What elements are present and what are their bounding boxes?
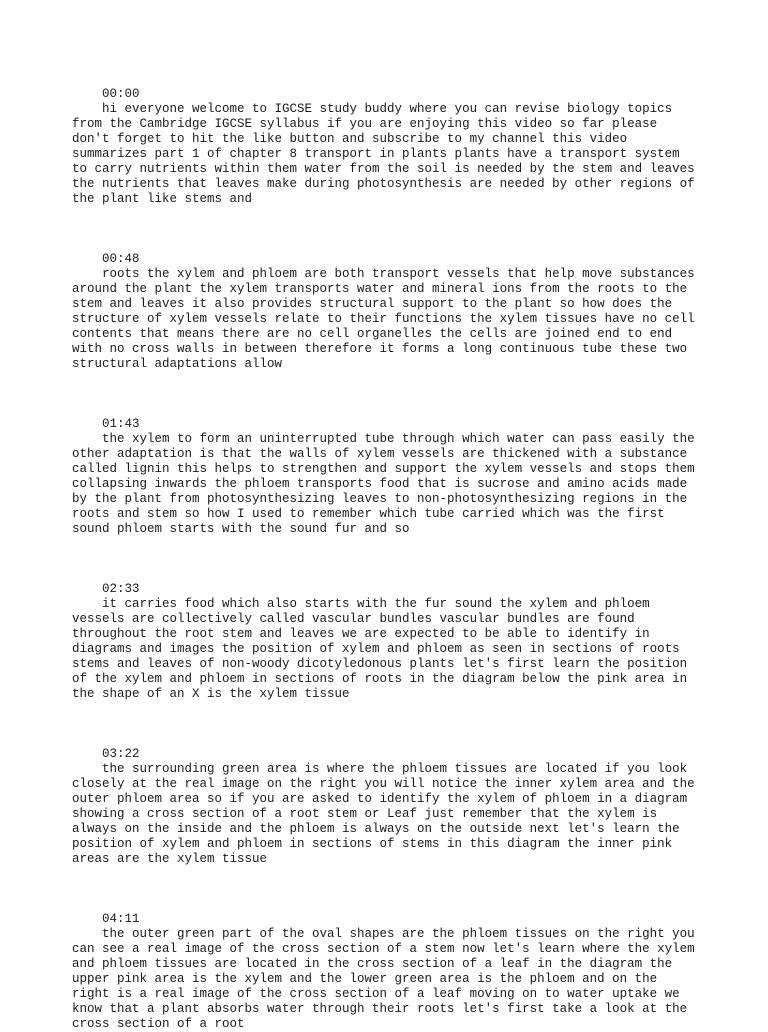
segment-text: the outer green part of the oval shapes are the phloem tissues on the right you can see a real image of the cross section of a stem now let's learn where the xylem and phloem tissues are located in the cross section of a leaf in the diagram the upper pink area is the xylem and the lower green area is the phloem and on the right is a real image of the cross section of a leaf moving on to water uptake we know that a plant absorbs water through their roots let's first take a look at the cross section of a root: [72, 927, 695, 1031]
transcript-segment: [72, 582, 712, 702]
timestamp: 00:48: [72, 252, 140, 266]
transcript-segment: [72, 912, 712, 1032]
timestamp: 01:43: [72, 417, 140, 431]
segment-text: the surrounding green area is where the phloem tissues are located if you look closely at the real image on the right you will notice the inner xylem area and the outer phloem area so if you are asked to identify the xylem of phloem in a diagram showing a cross section of a root stem or Leaf just remember that the xylem is always on the inside and the phloem is always on the outside next let's learn the position of xylem and phloem in sections of stems in this diagram the inner pink areas are the xylem tissue: [72, 762, 695, 866]
segment-gap: [72, 207, 712, 252]
timestamp: 02:33: [72, 582, 140, 596]
segment-gap: [72, 867, 712, 912]
transcript: [72, 87, 712, 1032]
transcript-segment: [72, 87, 712, 207]
segment-text: it carries food which also starts with the fur sound the xylem and phloem vessels are collectively called vascular bundles vascular bundles are found throughout the root stem and leaves we are expected to be able to identify in diagrams and images the position of xylem and phloem as seen in sections of roots stems and leaves of non-woody dicotyledonous plants let's first learn the position of the xylem and phloem in sections of roots in the diagram below the pink area in the shape of an X is the xylem tissue: [72, 597, 688, 701]
timestamp: 00:00: [72, 87, 140, 101]
timestamp: 04:11: [72, 912, 140, 926]
segment-text: the xylem to form an uninterrupted tube through which water can pass easily the other adaptation is that the walls of xylem vessels are thickened with a substance called lignin this helps to strengthen and support the xylem vessels and stops them collapsing inwards the phloem transports food that is sucrose and amino acids made by the plant from photosynthesizing leaves to non-photosynthesizing regions in the roots and stem so how I used to remember which tube carried which was the first sound phloem starts with the sound fur and so: [72, 432, 695, 536]
transcript-segment: [72, 252, 712, 372]
segment-gap: [72, 537, 712, 582]
segment-text: roots the xylem and phloem are both transport vessels that help move substances around the plant the xylem transports water and mineral ions from the roots to the stem and leaves it also provides structural support to the plant so how does the structure of xylem vessels relate to their functions the xylem tissues have no cell contents that means there are no cell organelles the cells are joined end to end with no cross walls in between therefore it forms a long continuous tube these two structural adaptations allow: [72, 267, 695, 371]
segment-text: hi everyone welcome to IGCSE study buddy where you can revise biology topics from the Cambridge IGCSE syllabus if you are enjoying this video so far please don't forget to hit the like button and subscribe to my channel this video summarizes part 1 of chapter 8 transport in plants plants have a transport system to carry nutrients within them water from the soil is needed by the stem and leaves the nutrients that leaves make during photosynthesis are needed by other regions of the plant like stems and: [72, 102, 695, 206]
transcript-segment: [72, 747, 712, 867]
segment-gap: [72, 702, 712, 747]
timestamp: 03:22: [72, 747, 140, 761]
segment-gap: [72, 372, 712, 417]
transcript-segment: [72, 417, 712, 537]
